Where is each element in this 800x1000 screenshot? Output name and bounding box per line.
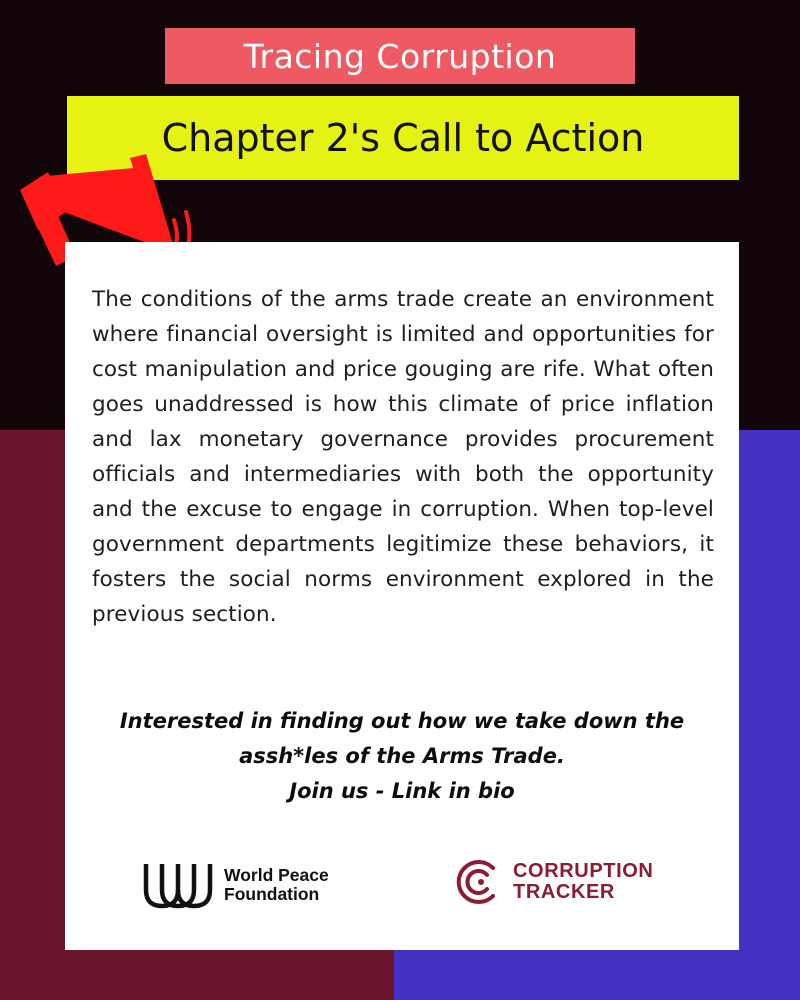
ct-wordmark [513,861,653,903]
ct-mark-icon [455,858,503,906]
cta-line-3: Join us - Link in bio [289,779,515,803]
chapter-title-text: Chapter 2's Call to Action [161,116,645,160]
wpf-mark-icon [142,860,214,910]
wpf-line-1: World Peace [224,865,329,885]
corruption-tracker-logo [455,858,653,906]
call-to-action [65,704,739,809]
content-card [65,242,739,950]
cta-line-2: assh*les of the Arms Trade. [239,744,565,768]
ct-line-1: CORRUPTION [513,860,654,882]
world-peace-foundation-logo [142,860,329,910]
ct-line-2: TRACKER [513,881,615,903]
wpf-wordmark [224,866,329,904]
series-title [165,28,635,84]
body-paragraph: The conditions of the arms trade create an environment where financial oversight is limited and opportunities for cost manipulation and price gouging are rife. What often goes unaddressed is how this climate of price inflation and lax monetary governance provides procurement officials and intermediaries with both the opportunity and the excuse to engage in corruption. When top-level government departments legitimize these behaviors, it fosters the social norms environment explored in the previous section. [92,287,714,627]
cta-line-1: Interested in finding out how we take down the [119,709,685,733]
wpf-line-2: Foundation [224,884,320,904]
series-title-text: Tracing Corruption [243,36,557,76]
